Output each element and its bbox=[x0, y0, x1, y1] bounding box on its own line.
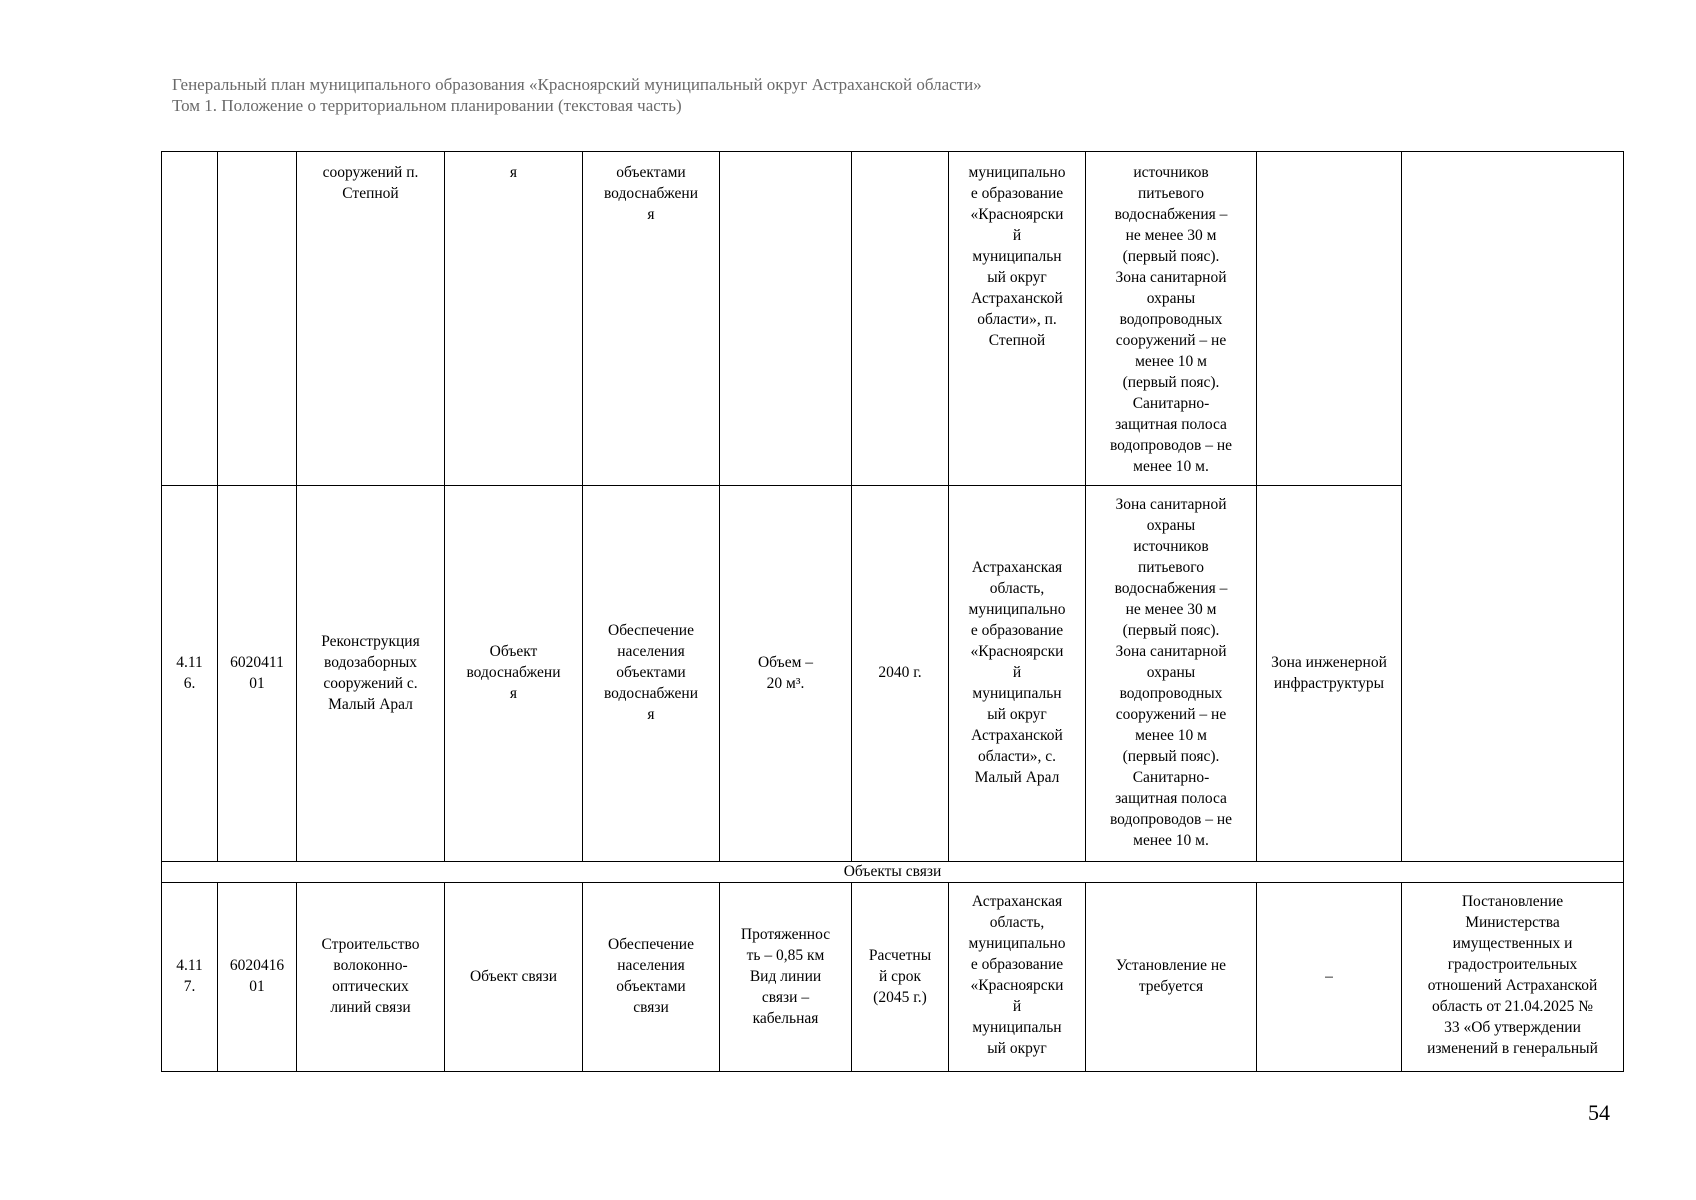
cell-name: Строительство волоконно- оптических линий связи bbox=[297, 883, 445, 1072]
header-title: Генеральный план муниципального образования «Красноярский муниципальный округ Астраханской области» bbox=[172, 75, 982, 94]
cell-location: муниципально е образование «Красноярски й муниципальн ый округ Астраханской области», п. Степной bbox=[949, 152, 1086, 486]
cell-number: 4.11 7. bbox=[162, 883, 218, 1072]
cell-type: Объект водоснабжени я bbox=[445, 486, 583, 862]
page-number: 54 bbox=[1588, 1100, 1610, 1125]
cell-purpose: объектами водоснабжени я bbox=[583, 152, 720, 486]
cell-characteristics: Объем – 20 м³. bbox=[720, 486, 852, 862]
cell-characteristics: Протяженнос ть – 0,85 км Вид линии связи – кабельная bbox=[720, 883, 852, 1072]
cell-code bbox=[218, 152, 297, 486]
section-row bbox=[162, 862, 1624, 883]
cell-number bbox=[162, 152, 218, 486]
cell-name: сооружений п. Степной bbox=[297, 152, 445, 486]
cell-characteristics bbox=[720, 152, 852, 486]
cell-zones: Установление не требуется bbox=[1086, 883, 1257, 1072]
section-title: Объекты связи bbox=[162, 862, 1624, 883]
cell-functional-zone: – bbox=[1257, 883, 1402, 1072]
cell-term: 2040 г. bbox=[852, 486, 949, 862]
cell-purpose: Обеспечение населения объектами водоснабжени я bbox=[583, 486, 720, 862]
cell-number: 4.11 6. bbox=[162, 486, 218, 862]
cell-type: я bbox=[445, 152, 583, 486]
table-row bbox=[162, 152, 1624, 486]
cell-term: Расчетны й срок (2045 г.) bbox=[852, 883, 949, 1072]
cell-code: 6020416 01 bbox=[218, 883, 297, 1072]
cell-zones: источников питьевого водоснабжения – не менее 30 м (первый пояс). Зона санитарной охраны водопроводных сооружений – не менее 10 м (первый пояс). Санитарно- защитная полоса водопроводов – не менее 10 м. bbox=[1086, 152, 1257, 486]
cell-zones: Зона санитарной охраны источников питьевого водоснабжения – не менее 30 м (первый пояс). Зона санитарной охраны водопроводных сооружений – не менее 10 м (первый пояс). Санитарно- защитная полоса водопроводов – не менее 10 м. bbox=[1086, 486, 1257, 862]
cell-functional-zone: Зона инженерной инфраструктуры bbox=[1257, 486, 1402, 862]
header-subtitle: Том 1. Положение о территориальном планировании (текстовая часть) bbox=[172, 96, 682, 115]
cell-functional-zone bbox=[1257, 152, 1402, 486]
cell-basis bbox=[1402, 152, 1624, 862]
cell-purpose: Обеспечение населения объектами связи bbox=[583, 883, 720, 1072]
cell-location: Астраханская область, муниципально е образование «Красноярски й муниципальн ый округ Астраханской области», с. Малый Арал bbox=[949, 486, 1086, 862]
table-row bbox=[162, 883, 1624, 1072]
cell-name: Реконструкция водозаборных сооружений с. Малый Арал bbox=[297, 486, 445, 862]
cell-type: Объект связи bbox=[445, 883, 583, 1072]
cell-basis: Постановление Министерства имущественных и градостроительных отношений Астраханской область от 21.04.2025 № 33 «Об утверждении изменений в генеральный bbox=[1402, 883, 1624, 1072]
cell-term bbox=[852, 152, 949, 486]
cell-code: 6020411 01 bbox=[218, 486, 297, 862]
objects-table bbox=[161, 151, 1624, 1072]
cell-location: Астраханская область, муниципально е образование «Красноярски й муниципальн ый округ bbox=[949, 883, 1086, 1072]
document-header bbox=[172, 74, 982, 116]
